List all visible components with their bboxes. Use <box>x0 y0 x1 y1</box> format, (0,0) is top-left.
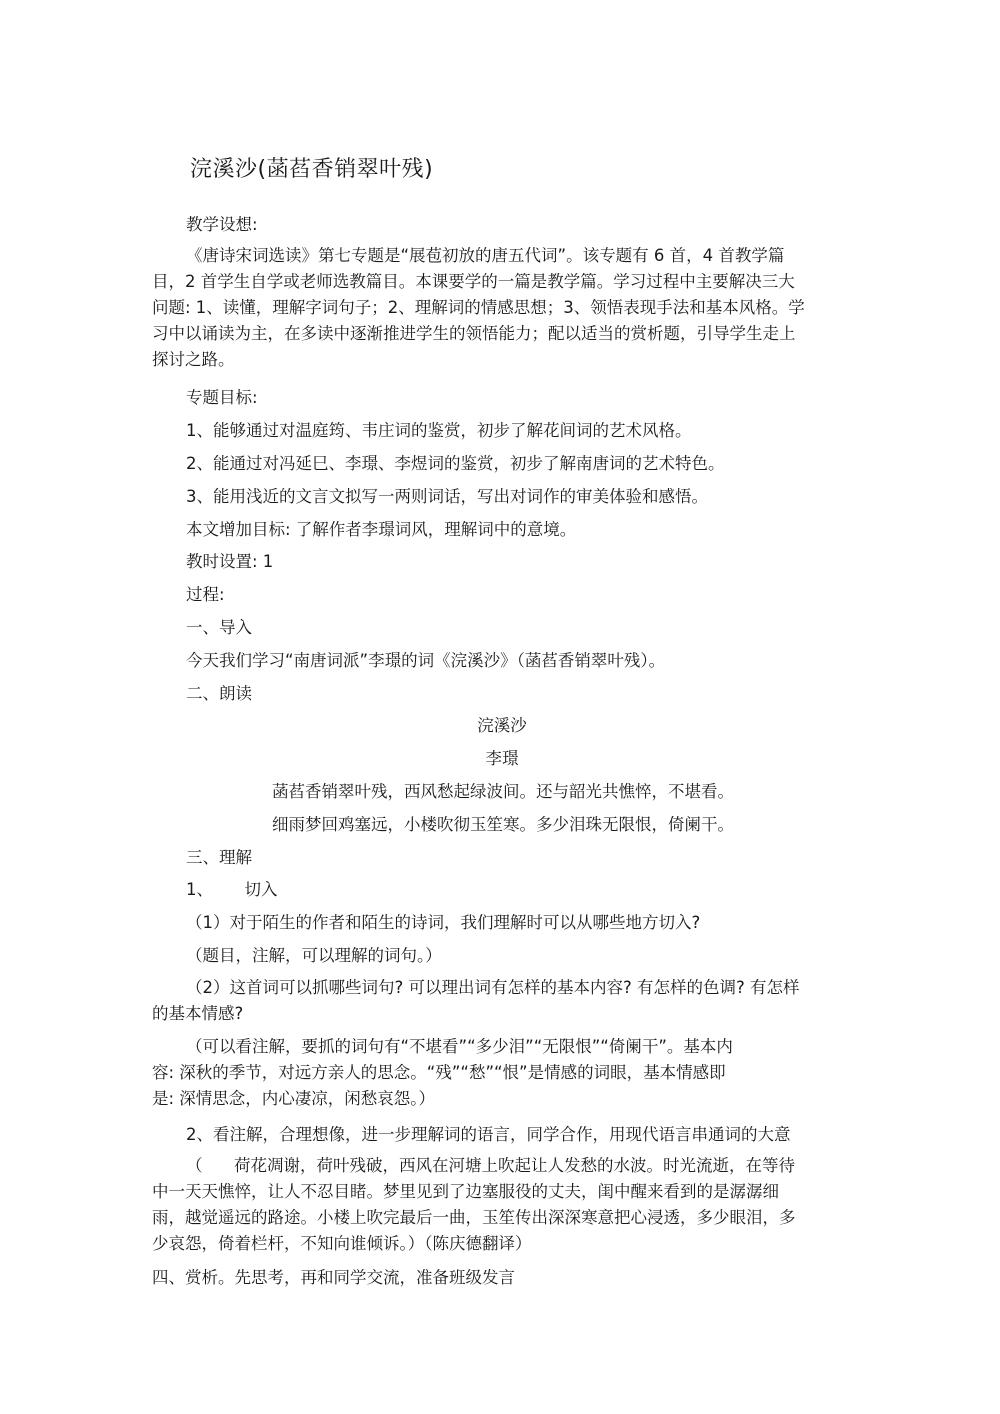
process-heading: 过程: <box>186 585 225 604</box>
goal-item-2: 2、能通过对冯延巳、李璟、李煜词的鉴赏，初步了解南唐词的艺术特色。 <box>186 454 725 473</box>
poem-line-2: 细雨梦回鸡塞远，小楼吹彻玉笙寒。多少泪珠无限恨，倚阑干。 <box>272 815 734 834</box>
poem-author: 李璟 <box>485 749 519 768</box>
topic-goals-heading: 专题目标: <box>186 388 258 407</box>
paragraph-line: 习中以诵读为主，在多读中逐渐推进学生的领悟能力；配以适当的赏析题，引导学生走上 <box>152 324 796 343</box>
section-understanding-heading: 三、理解 <box>186 848 252 867</box>
section-intro-heading: 一、导入 <box>186 618 252 637</box>
section-reading-heading: 二、朗读 <box>186 684 252 703</box>
intro-text: 今天我们学习“南唐词派”李璟的词《浣溪沙》（菡萏香销翠叶残）。 <box>186 651 666 670</box>
teaching-idea-paragraph <box>152 243 852 373</box>
section-appreciation-heading: 四、赏析。先思考，再和同学交流，准备班级发言 <box>152 1268 515 1287</box>
goal-item-3: 3、能用浅近的文言文拟写一两则词话，写出对词作的审美体验和感悟。 <box>186 487 708 506</box>
answer-1: （题目，注解，可以理解的词句。） <box>186 946 442 965</box>
teaching-idea-heading: 教学设想: <box>186 215 258 234</box>
paragraph-line: 目，2 首学生自学或老师选教篇目。本课要学的一篇是教学篇。学习过程中主要解决三大 <box>152 272 795 291</box>
subsection-entry: 1、 切入 <box>186 880 278 899</box>
paragraph-line: 雨，越觉遥远的路途。小楼上吹完最后一曲，玉笙传出深深寒意把心浸透，多少眼泪，多 <box>152 1208 796 1227</box>
paragraph-line: 少哀怨，倚着栏杆，不知向谁倾诉。）（陈庆德翻译） <box>152 1234 532 1253</box>
paragraph-line: 的基本情感? <box>152 1004 244 1023</box>
class-hours: 教时设置: 1 <box>186 552 274 571</box>
paragraph-line: （2）这首词可以抓哪些词句? 可以理出词有怎样的基本内容? 有怎样的色调? 有怎样 <box>186 978 800 997</box>
poem-line-1: 菡萏香销翠叶残，西风愁起绿波间。还与韶光共憔悴，不堪看。 <box>272 782 734 801</box>
paragraph-line: 问题: 1、读懂，理解字词句子；2、理解词的情感思想；3、领悟表现手法和基本风格。学 <box>152 298 805 317</box>
paragraph-line: 《唐诗宋词选读》第七专题是“展苞初放的唐五代词”。该专题有 6 首，4 首教学篇 <box>186 246 785 265</box>
question-2 <box>152 975 852 1027</box>
goal-item-1: 1、能够通过对温庭筠、韦庄词的鉴赏，初步了解花间词的艺术风格。 <box>186 421 692 440</box>
translation-paragraph <box>152 1153 852 1257</box>
question-1: （1）对于陌生的作者和陌生的诗词，我们理解时可以从哪些地方切入? <box>186 913 701 932</box>
paragraph-line: 容: 深秋的季节，对远方亲人的思念。“残”“愁”“恨”是情感的词眼，基本情感即 <box>152 1063 726 1082</box>
paragraph-line: 中一天天憔悴，让人不忍目睹。梦里见到了边塞服役的丈夫，闺中醒来看到的是潺潺细 <box>152 1182 779 1201</box>
extra-goal: 本文增加目标: 了解作者李璟词风，理解词中的意境。 <box>186 520 577 539</box>
paragraph-line: 是: 深情思念，内心凄凉，闲愁哀怨。） <box>152 1089 436 1108</box>
paragraph-line: （ 荷花凋谢，荷叶残破，西风在河塘上吹起让人发愁的水波。时光流逝，在等待 <box>186 1156 795 1175</box>
answer-2 <box>152 1034 852 1112</box>
paragraph-line: （可以看注解，要抓的词句有“不堪看”“多少泪”“无限恨”“倚阑干”。基本内 <box>186 1037 733 1056</box>
poem-title: 浣溪沙 <box>477 716 527 735</box>
subsection-notes: 2、看注解，合理想像，进一步理解词的语言，同学合作，用现代语言串通词的大意 <box>186 1125 791 1144</box>
document-title: 浣溪沙(菡萏香销翠叶残) <box>190 157 434 182</box>
paragraph-line: 探讨之路。 <box>152 350 235 369</box>
